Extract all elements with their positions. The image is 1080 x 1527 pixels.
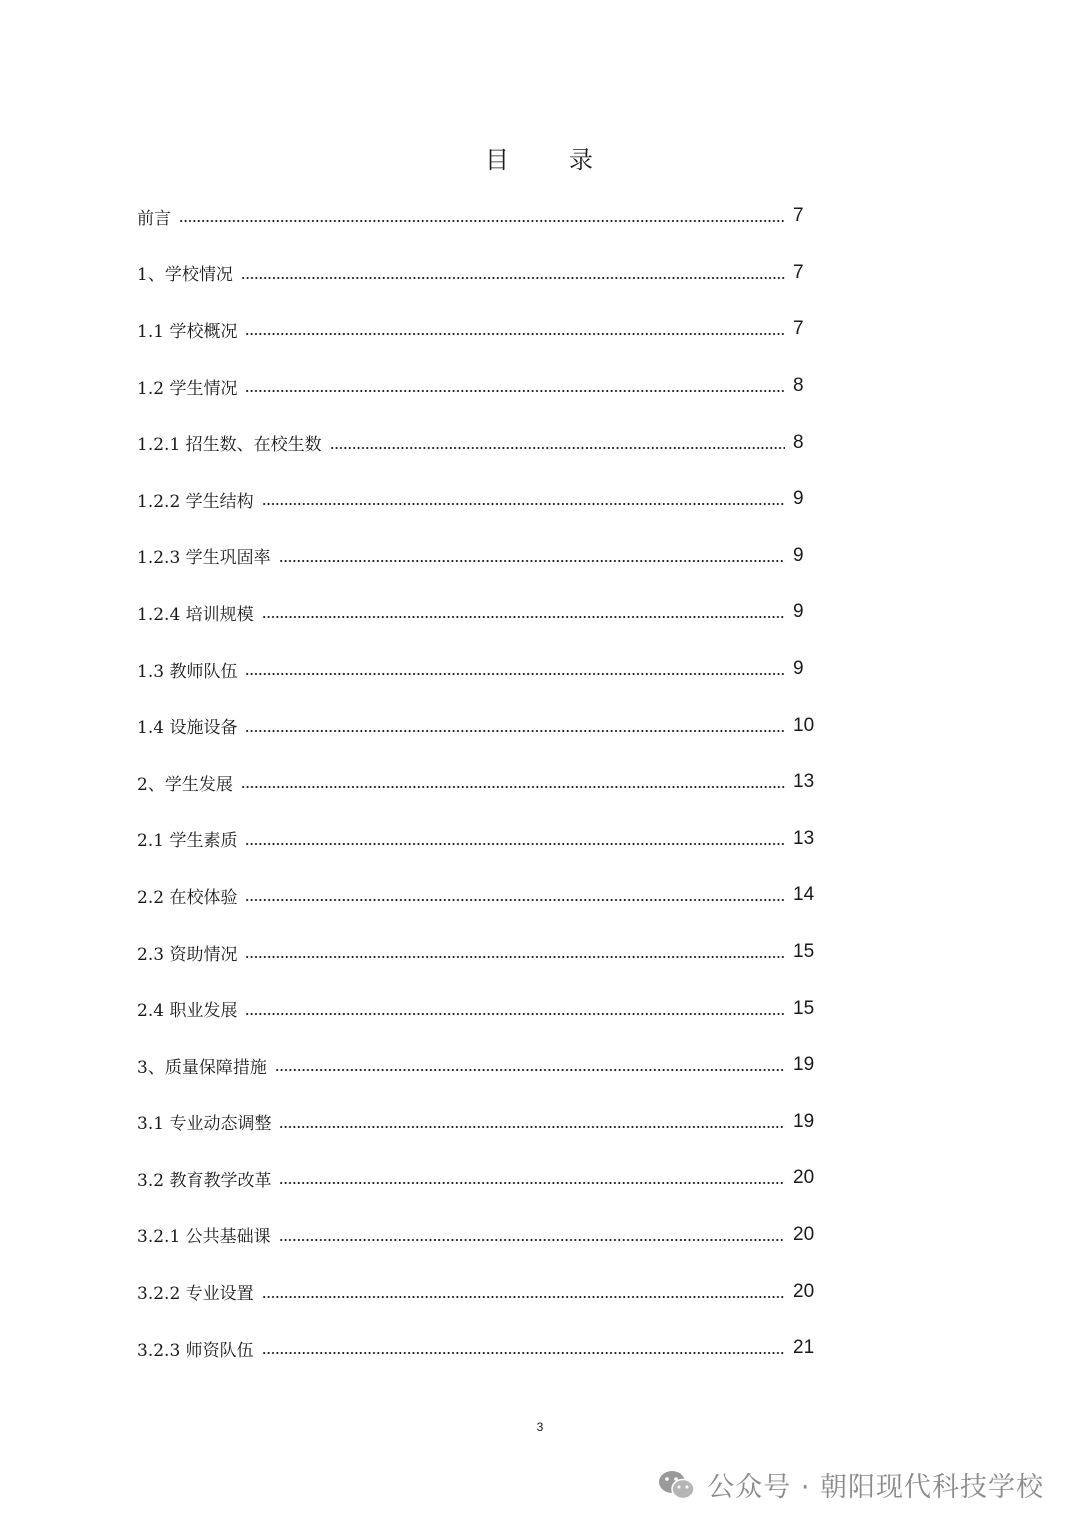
toc-entry-page: 19 [793,1110,815,1132]
toc-title-char-2: 录 [569,146,595,174]
toc-leader-dots [245,955,785,959]
page-number: 3 [536,1420,544,1434]
toc-leader-dots [275,1068,785,1072]
toc-entry-page: 9 [793,658,804,680]
toc-entry-label: 1.1 学校概况 [137,321,238,342]
toc-entry[interactable] [137,1263,837,1320]
toc-entry-label: 2、学生发展 [137,774,233,795]
toc-entry[interactable] [137,1037,837,1094]
toc-entry-label: 1.2.1 招生数、在校生数 [137,435,322,456]
toc-entry-label: 1.3 教师队伍 [137,661,238,682]
toc-entry-page: 7 [793,318,804,340]
toc-entry-label: 3.2.1 公共基础课 [137,1227,271,1248]
toc-entry-page: 19 [793,1054,815,1076]
toc-entry-page: 8 [793,375,804,397]
toc-entry-label: 1.2 学生情况 [137,378,238,399]
toc-entry-label: 3.2.3 师资队伍 [137,1340,254,1361]
toc-leader-dots [241,276,785,280]
toc-leader-dots [262,1351,785,1355]
toc-entry[interactable] [137,358,837,415]
toc-entry-page: 21 [793,1337,815,1359]
toc-entry-label: 1.2.3 学生巩固率 [137,548,271,569]
toc-leader-dots [245,672,785,676]
toc-entry-label: 3、质量保障措施 [137,1057,267,1078]
toc-leader-dots [279,1181,785,1185]
toc-entry[interactable] [137,245,837,302]
toc-entry[interactable] [137,1207,837,1264]
toc-entry-page: 13 [793,827,815,849]
toc-entry-label: 前言 [137,208,171,229]
toc-entry-label: 2.2 在校体验 [137,887,238,908]
toc-entry[interactable] [137,414,837,471]
toc-entry[interactable] [137,188,837,245]
toc-leader-dots [262,1295,785,1299]
watermark [657,1465,1044,1504]
toc-entry-page: 13 [793,771,815,793]
wechat-icon [657,1468,697,1502]
toc-entry-label: 3.2 教育教学改革 [137,1170,272,1191]
toc-entry-label: 1、学校情况 [137,265,233,286]
toc-leader-dots [179,219,785,223]
toc-leader-dots [262,502,785,506]
toc-entry-label: 2.3 资助情况 [137,944,238,965]
toc-entry-label: 1.2.4 培训规模 [137,604,254,625]
toc-leader-dots [245,1012,785,1016]
toc-list [137,188,837,1376]
toc-leader-dots [245,729,785,733]
toc-entry[interactable] [137,867,837,924]
toc-entry[interactable] [137,754,837,811]
toc-entry-page: 10 [793,714,815,736]
toc-leader-dots [245,842,785,846]
toc-entry[interactable] [137,697,837,754]
toc-title [0,140,1080,175]
toc-entry[interactable] [137,641,837,698]
toc-entry[interactable] [137,301,837,358]
toc-entry-page: 20 [793,1167,815,1189]
toc-entry[interactable] [137,1150,837,1207]
toc-entry-page: 9 [793,601,804,623]
toc-leader-dots [241,785,785,789]
toc-leader-dots [330,446,785,450]
watermark-text: 公众号 · 朝阳现代科技学校 [707,1472,1044,1503]
toc-entry-label: 2.4 职业发展 [137,1001,238,1022]
toc-leader-dots [245,898,785,902]
toc-entry-page: 15 [793,941,815,963]
toc-entry-page: 20 [793,1280,815,1302]
toc-entry-label: 1.2.2 学生结构 [137,491,254,512]
toc-entry[interactable] [137,980,837,1037]
toc-entry-label: 3.2.2 专业设置 [137,1284,254,1305]
toc-entry[interactable] [137,1094,837,1151]
toc-entry-label: 2.1 学生素质 [137,831,238,852]
toc-leader-dots [245,389,785,393]
toc-leader-dots [279,1238,785,1242]
toc-entry-label: 1.4 设施设备 [137,718,238,739]
toc-entry-label: 3.1 专业动态调整 [137,1114,272,1135]
toc-entry-page: 20 [793,1223,815,1245]
toc-leader-dots [245,332,785,336]
toc-entry-page: 7 [793,261,804,283]
toc-entry[interactable] [137,811,837,868]
toc-entry-page: 8 [793,431,804,453]
toc-entry-page: 15 [793,997,815,1019]
toc-entry[interactable] [137,528,837,585]
toc-leader-dots [262,615,785,619]
toc-leader-dots [279,1125,785,1129]
toc-title-char-1: 目 [485,146,511,174]
toc-entry-page: 9 [793,488,804,510]
toc-entry-page: 14 [793,884,815,906]
toc-entry[interactable] [137,924,837,981]
toc-entry[interactable] [137,1320,837,1377]
toc-entry-page: 7 [793,205,804,227]
toc-entry-page: 9 [793,544,804,566]
toc-leader-dots [279,559,785,563]
toc-entry[interactable] [137,584,837,641]
toc-entry[interactable] [137,471,837,528]
